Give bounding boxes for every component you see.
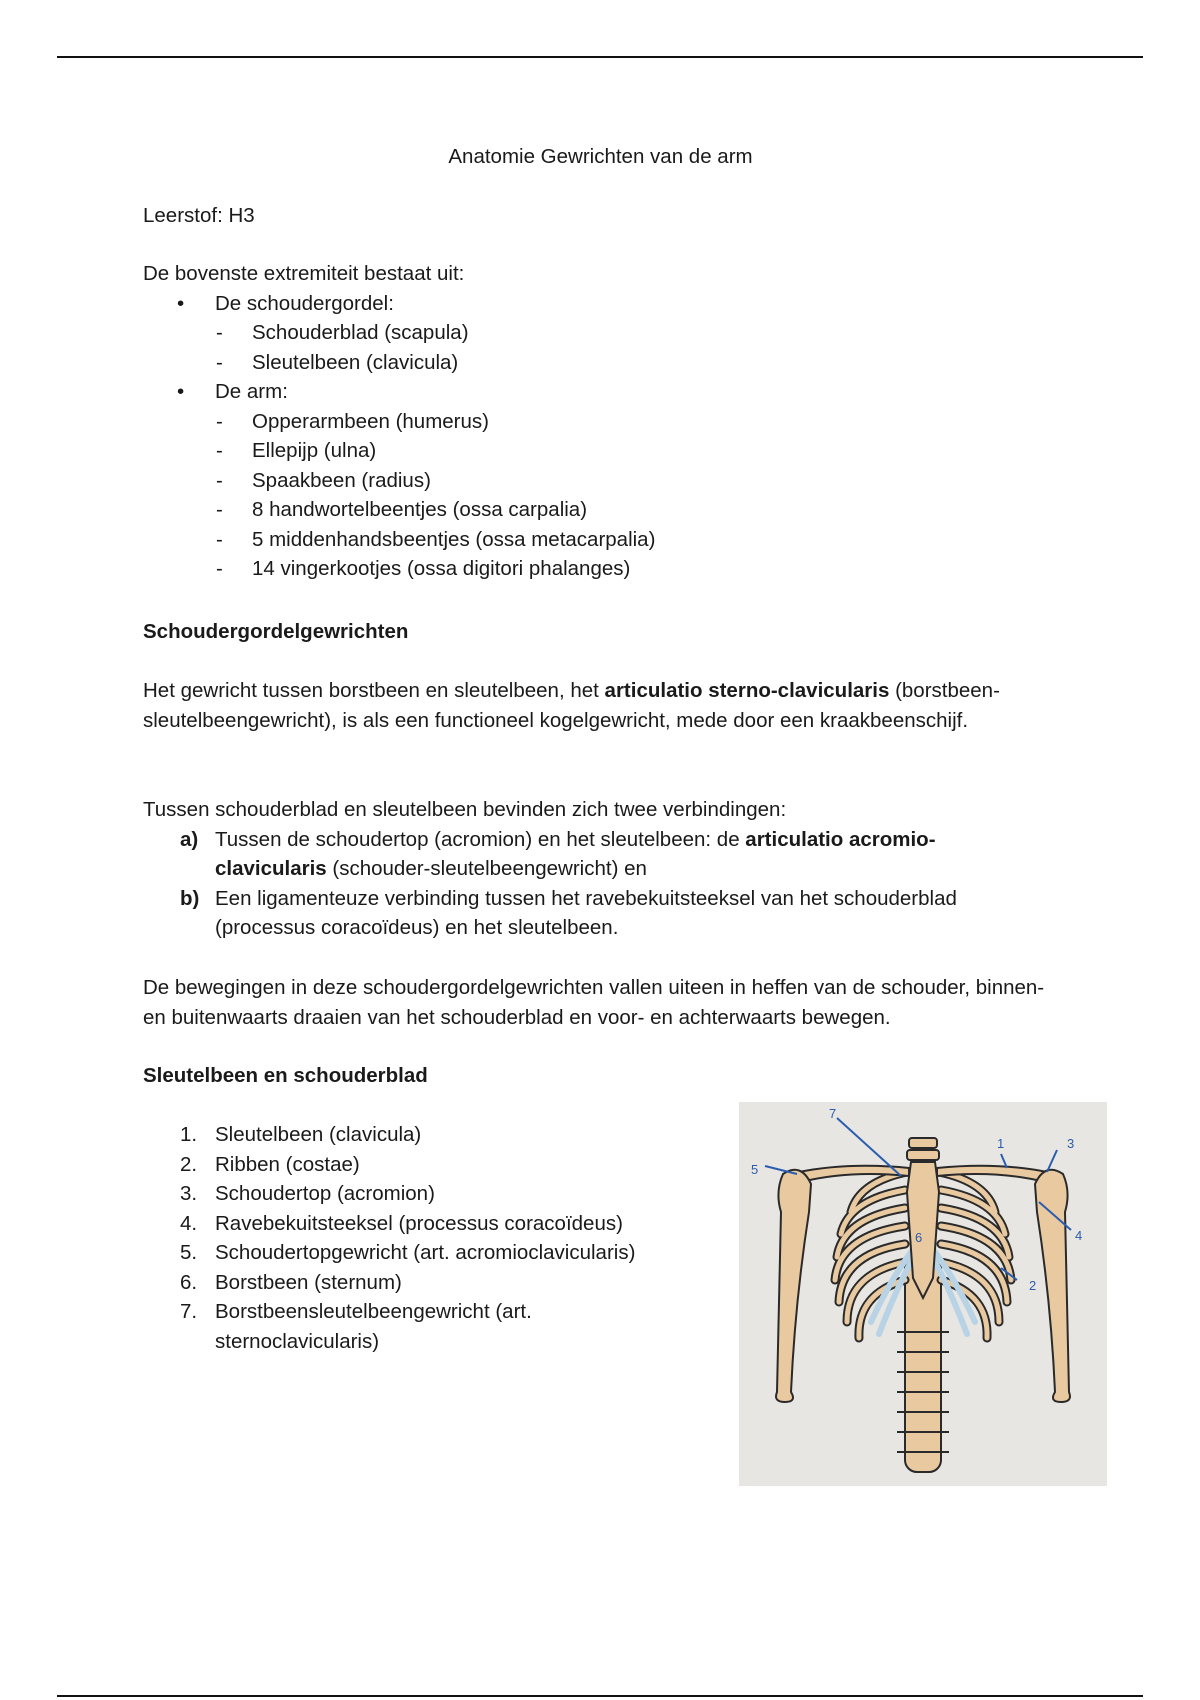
list-item: a) Tussen de schoudertop (acromion) en het sleutelbeen: de articulatio acromio-clavicularis (schouder-sleutelbeengewricht) en	[180, 827, 936, 880]
label-2: 2	[1029, 1278, 1037, 1293]
dash-icon: -	[216, 557, 223, 580]
paragraph-sternoclavicular: Het gewricht tussen borstbeen en sleutelbeen, het articulatio sterno-clavicularis (borstbeen-sleutelbeengewricht), is als een functioneel kogelgewricht, mede door een kraakbeenschijf.	[143, 679, 1000, 732]
dash-icon: -	[216, 498, 223, 521]
cervical-vertebrae	[907, 1138, 939, 1160]
bullet-icon: •	[177, 380, 185, 403]
numbered-list	[143, 1120, 703, 1356]
dash-icon: -	[216, 350, 223, 374]
skeleton-figure	[739, 1102, 1107, 1486]
list-item: - 8 handwortelbeentjes (ossa carpalia)	[143, 495, 1043, 525]
label-7: 7	[829, 1106, 837, 1121]
dash-icon: -	[216, 439, 223, 462]
label-5: 5	[751, 1162, 759, 1177]
dash-icon: -	[216, 409, 223, 433]
footer-rule	[57, 1695, 1143, 1697]
label-3: 3	[1067, 1136, 1075, 1151]
leerstof-line: Leerstof: H3	[143, 204, 255, 227]
list-item: - 14 vingerkootjes (ossa digitori phalanges)	[143, 554, 1043, 584]
dash-icon: -	[216, 527, 223, 551]
dash-icon: -	[216, 321, 223, 344]
skeleton-illustration	[739, 1102, 1107, 1486]
list-item: - Opperarmbeen (humerus)	[143, 407, 1043, 437]
list-item: - Schouderblad (scapula)	[143, 318, 1043, 348]
list-item: b) Een ligamenteuze verbinding tussen het ravebekuitsteeksel van het schouderblad (processus coracoïdeus) en het sleutelbeen.	[180, 886, 957, 939]
list-item: 5. Schoudertopgewricht (art. acromioclavicularis)	[180, 1241, 636, 1264]
list-item: - 5 middenhandsbeentjes (ossa metacarpalia)	[143, 525, 1043, 555]
list-item: - Ellepijp (ulna)	[143, 436, 1043, 466]
bullet-icon: •	[177, 291, 185, 315]
list-item: 7. Borstbeensleutelbeengewricht (art. sternoclavicularis)	[180, 1300, 532, 1353]
section-heading: Schoudergordelgewrichten	[143, 620, 409, 643]
section-heading: Sleutelbeen en schouderblad	[143, 1064, 428, 1087]
paragraph-movements: De bewegingen in deze schoudergordelgewrichten vallen uiteen in heffen van de schouder, binnen- en buitenwaarts draaien van het schouderblad en voor- en achterwaarts bewegen.	[143, 976, 1045, 1029]
dash-icon: -	[216, 468, 223, 492]
list-item: • De schoudergordel:	[143, 289, 1043, 319]
header-rule	[57, 56, 1143, 58]
list-item: 2. Ribben (costae)	[180, 1152, 360, 1176]
list-item: • De arm:	[143, 377, 1043, 407]
page-title: Anatomie Gewrichten van de arm	[448, 145, 753, 168]
upper-extremity-section	[143, 259, 1043, 584]
label-1: 1	[997, 1136, 1005, 1151]
label-4: 4	[1075, 1228, 1083, 1243]
list-item: 1. Sleutelbeen (clavicula)	[180, 1123, 422, 1146]
list-item: 4. Ravebekuitsteeksel (processus coracoïdeus)	[180, 1211, 623, 1235]
list-item: 6. Borstbeen (sternum)	[180, 1270, 402, 1294]
list-item: - Spaakbeen (radius)	[143, 466, 1043, 496]
label-6: 6	[915, 1230, 923, 1245]
list-item: - Sleutelbeen (clavicula)	[143, 348, 1043, 378]
paragraph-connections: Tussen schouderblad en sleutelbeen bevinden zich twee verbindingen: a) Tussen de schoudertop (acromion) en het sleutelbeen: de articulatio acromio-clavicularis (schouder-sleutelbeengewricht) en b) Een ligamenteuze verbinding tussen het ravebekuitsteeksel van het schouderblad (processus coracoïdeus) en het sleutelbeen.	[143, 795, 1043, 943]
list-item: 3. Schoudertop (acromion)	[180, 1182, 435, 1205]
intro-text: De bovenste extremiteit bestaat uit:	[143, 262, 465, 285]
